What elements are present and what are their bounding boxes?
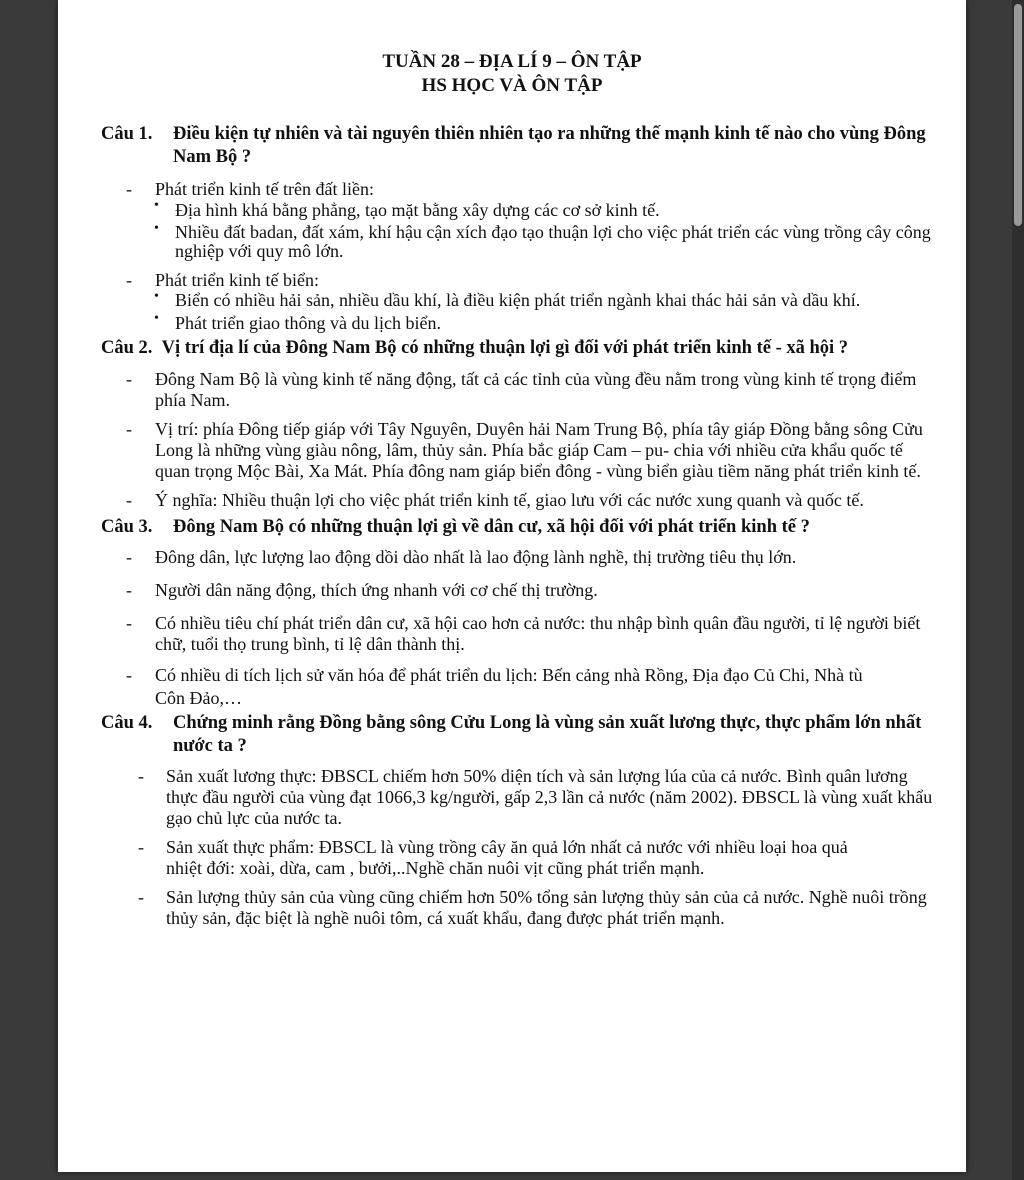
list-item: - Ý nghĩa: Nhiều thuận lợi cho việc phát triển kinh tế, giao lưu với các nước xung quanh và quốc tế. [126,490,864,510]
list-item: - Có nhiều tiêu chí phát triển dân cư, xã hội cao hơn cả nước: thu nhập bình quân đầu người, tỉ lệ người biết chữ, tuổi thọ trung bình, tỉ lệ dân thành thị. [126,613,921,654]
question-text: Vị trí địa lí của Đông Nam Bộ có những thuận lợi gì đối với phát triển kinh tế - xã hội ? [161,338,849,358]
bullet-icon: • [154,311,159,326]
question-number: Câu 1. [101,124,153,144]
document-page [58,0,966,1172]
document-content [101,120,941,929]
page-subtitle: HS HỌC VÀ ÔN TẬP [421,75,603,96]
list-item: - Đông dân, lực lượng lao động dồi dào nhất là lao động lành nghề, thị trường tiêu thụ lớn. [126,547,797,567]
list-item: - Sản lượng thủy sản của vùng cũng chiếm hơn 50% tổng sản lượng thủy sản của cả nước. Nghề nuôi trồng thủy sản, đặc biệt là nghề nuôi tôm, cá xuất khẩu, đang được phát triển mạnh. [138,887,927,928]
sub-item: • Biển có nhiều hải sản, nhiều dầu khí, là điều kiện phát triển ngành khai thác hải sản và dầu khí. [154,289,861,310]
bullet-icon: • [154,221,159,236]
dash-bullet: - [126,419,132,439]
list-item: - Đông Nam Bộ là vùng kinh tế năng động, tất cả các tỉnh của vùng đều nằm trong vùng kinh tế trọng điểm phía Nam. [126,369,917,410]
dash-bullet: - [138,837,144,857]
question-text: Chứng minh rằng Đồng bằng sông Cửu Long là vùng sản xuất lương thực, thực phẩm lớn nhất nước ta ? [173,713,922,756]
question-text: Điều kiện tự nhiên và tài nguyên thiên nhiên tạo ra những thế mạnh kinh tế nào cho vùng Đông Nam Bộ ? [173,124,926,167]
bullet-icon: • [154,289,159,304]
bullet-icon: • [154,198,159,213]
scrollbar-thumb[interactable] [1014,4,1022,226]
question-number: Câu 2. [101,338,153,358]
list-item: - Có nhiều di tích lịch sử văn hóa để phát triển du lịch: Bến cảng nhà Rồng, Địa đạo Củ Chi, Nhà tù [126,665,863,685]
dash-bullet: - [126,270,132,290]
list-item: - Phát triển kinh tế trên đất liền: [126,179,374,199]
question-4 [101,712,941,758]
question-1 [101,123,941,169]
list-item-continuation: Côn Đảo,… [155,688,242,708]
dash-bullet: - [126,665,132,685]
question-2 [101,337,941,360]
list-item: - Sản xuất thực phẩm: ĐBSCL là vùng trồng cây ăn quả lớn nhất cả nước với nhiều loại hoa quả nhiệt đới: xoài, dừa, cam , bưởi,..Nghề chăn nuôi vịt cũng phát triển mạnh. [138,837,848,878]
dash-bullet: - [138,766,144,786]
list-item: - Sản xuất lương thực: ĐBSCL chiếm hơn 50% diện tích và sản lượng lúa của cả nước. Bình quân lương thực đầu người của vùng đạt 1066,3 kg/người, gấp 2,3 lần cả nước (năm 2002). ĐBSCL là vùng xuất khẩu gạo chủ lực của nước ta. [138,766,933,828]
question-3 [101,516,941,539]
dash-bullet: - [126,490,132,510]
question-number: Câu 3. [101,517,153,537]
question-number: Câu 4. [101,713,153,733]
dash-bullet: - [126,580,132,600]
dash-bullet: - [126,369,132,389]
list-item-continuation: nhiệt đới: xoài, dừa, cam , bưởi,..Nghề chăn nuôi vịt cũng phát triển mạnh. [166,858,705,878]
sub-item: • Nhiều đất badan, đất xám, khí hậu cận xích đạo tạo thuận lợi cho việc phát triển các vùng trồng cây công nghiệp với quy mô lớn. [154,221,931,261]
list-item: - Vị trí: phía Đông tiếp giáp với Tây Nguyên, Duyên hải Nam Trung Bộ, phía tây giáp Đồng bằng sông Cửu Long là những vùng giàu nông, lâm, thủy sản. Phía bắc giáp Cam – pu- chia với nhiều cửa khẩu quốc tế quan trọng Mộc Bài, Xa Mát. Phía đông nam giáp biển đông - vùng biển giàu tiềm năng phát triển kinh tế. [126,419,923,481]
dash-bullet: - [126,179,132,199]
dash-bullet: - [126,547,132,567]
dash-bullet: - [138,887,144,907]
question-text: Đông Nam Bộ có những thuận lợi gì về dân cư, xã hội đối với phát triển kinh tế ? [173,517,810,537]
dash-bullet: - [126,613,132,633]
sub-item: • Địa hình khá bằng phẳng, tạo mặt bằng xây dựng các cơ sở kinh tế. [154,198,660,220]
page-title: TUẦN 28 – ĐỊA LÍ 9 – ÔN TẬP [382,51,642,72]
vertical-scrollbar[interactable] [1012,0,1024,1180]
sub-item: • Phát triển giao thông và du lịch biển. [154,311,441,333]
list-item: - Phát triển kinh tế biển: [126,270,319,290]
list-item: - Người dân năng động, thích ứng nhanh với cơ chế thị trường. [126,580,598,600]
